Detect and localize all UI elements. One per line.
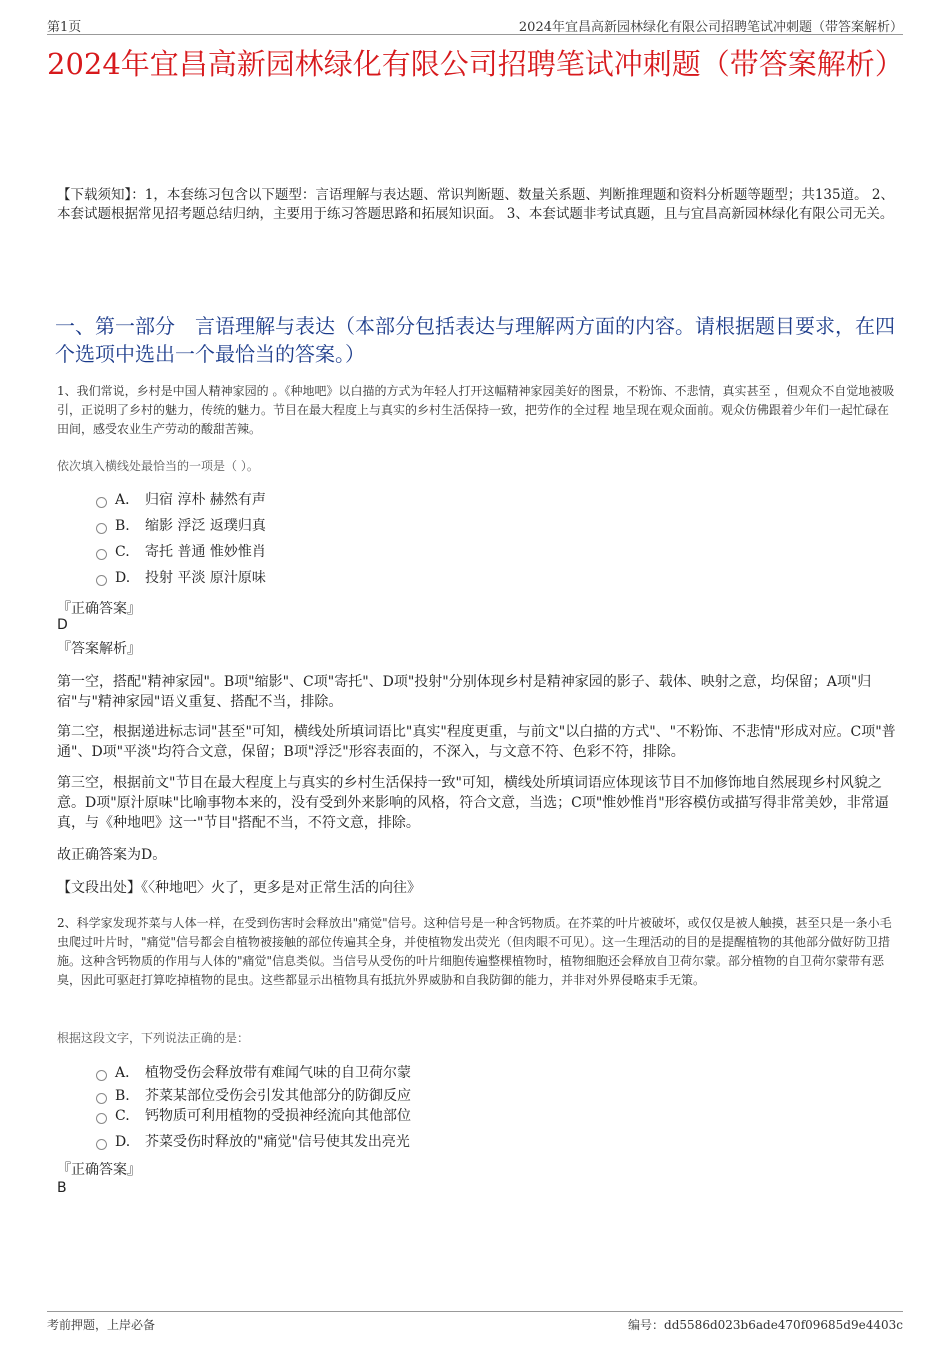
document-title: 2024年宜昌高新园林绿化有限公司招聘笔试冲刺题（带答案解析） [47,47,904,81]
question-1-text: 1、我们常说，乡村是中国人精神家园的 。《种地吧》以白描的方式为年轻人打开这幅精神家园美好的图景，不粉饰、不悲情，真实甚至 ，但观众不自觉地被吸引，正说明了乡村的魅力，传统的魅力。节目在最大程度上与真实的乡村生活保持一致，把劳作的全过程 地呈现在观众面前。观众仿佛跟着少年们一起忙碌在田间，感受农业生产劳动的酸甜苦辣。 [57,384,895,436]
radio-icon[interactable] [96,575,107,586]
question-2-option-b[interactable]: B. 芥菜某部位受伤会引发其他部分的防御反应 [96,1085,411,1107]
question-1-option-a[interactable]: A． 归宿 淳朴 赫然有声 [96,489,266,511]
radio-icon[interactable] [96,1070,107,1081]
radio-icon[interactable] [96,497,107,508]
radio-icon[interactable] [96,1093,107,1104]
question-2-answer-label: 『正确答案』 [57,1162,141,1178]
page-header [47,14,903,35]
question-2-option-a[interactable]: A． 植物受伤会释放带有难闻气味的自卫荷尔蒙 [96,1062,411,1084]
analysis-paragraph: 第三空，根据前文"节目在最大程度上与真实的乡村生活保持一致"可知，横线处所填词语应体现该节目不加修饰地自然展现乡村风貌之意。D项"原汁原味"比喻事物本来的，没有受到外来影响的风格，符合文意，当选；C项"惟妙惟肖"形容模仿或描写得非常美妙，非常逼真，与《种地吧》这一"节目"搭配不当，不符文意，排除。 [57,775,889,831]
page-number: 第1页 [47,20,82,35]
question-2-option-c[interactable]: C. 钙物质可利用植物的受损神经流向其他部位 [96,1105,411,1127]
question-2-prompt: 根据这段文字，下列说法正确的是： [57,1031,250,1045]
radio-icon[interactable] [96,523,107,534]
analysis-paragraph: 故正确答案为D。 [57,847,167,863]
page-footer [47,1311,903,1334]
section-title: 一、第一部分 言语理解与表达（本部分包括表达与理解两方面的内容。请根据题目要求，在四个选项中选出一个最恰当的答案。） [55,314,895,366]
question-2-text: 2、科学家发现芥菜与人体一样，在受到伤害时会释放出"痛觉"信号。这种信号是一种含钙物质。在芥菜的叶片被破坏，或仅仅是被人触摸，甚至只是一条小毛虫爬过叶片时，"痛觉"信号都会自植物被接触的部位传遍其全身，并使植物发出荧光（但肉眼不可见）。这一生理活动的目的是提醒植物的其他部分做好防卫措施。这种含钙物质的作用与人体的"痛觉"信息类似。当信号从受伤的叶片细胞传遍整棵植物时，植物细胞还会释放自卫荷尔蒙。部分植物的自卫荷尔蒙带有恶臭，因此可驱赶打算吃掉植物的昆虫。这些都显示出植物具有抵抗外界威胁和自我防御的能力，并非对外界侵略束手无策。 [57,916,892,987]
footer-slogan: 考前押题，上岸必备 [47,1318,156,1332]
radio-icon[interactable] [96,1113,107,1124]
radio-icon[interactable] [96,1139,107,1150]
download-notice: 【下载须知】：1，本套练习包含以下题型：言语理解与表达题、常识判断题、数量关系题、判断推理题和资料分析题等题型；共135道。 2、本套试题根据常见招考题总结归纳，主要用于练习答题思路和拓展知识面。 3、本套试题非考试真题，且与宜昌高新园林绿化有限公司无关。 [57,187,894,222]
question-1-answer: D [57,617,68,633]
question-1-option-d[interactable]: D. 投射 平淡 原汁原味 [96,567,266,589]
question-1-option-c[interactable]: C. 寄托 普通 惟妙惟肖 [96,541,266,563]
header-doc-title: 2024年宜昌高新园林绿化有限公司招聘笔试冲刺题（带答案解析） [518,20,903,35]
analysis-paragraph: 第一空，搭配"精神家园"。B项"缩影"、C项"寄托"、D项"投射"分别体现乡村是精神家园的影子、载体、映射之意，均保留；A项"归宿"与"精神家园"语义重复、搭配不当，排除。 [57,674,872,710]
question-2-answer: B [57,1180,67,1196]
question-1-source: 【文段出处】《〈种地吧〉火了，更多是对正常生活的向往》 [57,880,421,896]
question-1-option-b[interactable]: B. 缩影 浮泛 返璞归真 [96,515,266,537]
footer-doc-id: 编号：dd5586d023b6ade470f09685d9e4403c [628,1318,903,1332]
question-1-analysis-label: 『答案解析』 [57,641,141,657]
question-1-answer-label: 『正确答案』 [57,601,141,617]
analysis-paragraph: 第二空，根据递进标志词"甚至"可知，横线处所填词语比"真实"程度更重，与前文"以白描的方式"、"不粉饰、不悲情"形成对应。C项"普通"、D项"平淡"均符合文意，保留；B项"浮泛"形容表面的，不深入，与文意不符、色彩不符，排除。 [57,724,896,760]
question-2-option-d[interactable]: D. 芥菜受伤时释放的"痛觉"信号使其发出亮光 [96,1131,410,1153]
question-1-prompt: 依次填入横线处最恰当的一项是（ ）。 [57,459,259,473]
radio-icon[interactable] [96,549,107,560]
